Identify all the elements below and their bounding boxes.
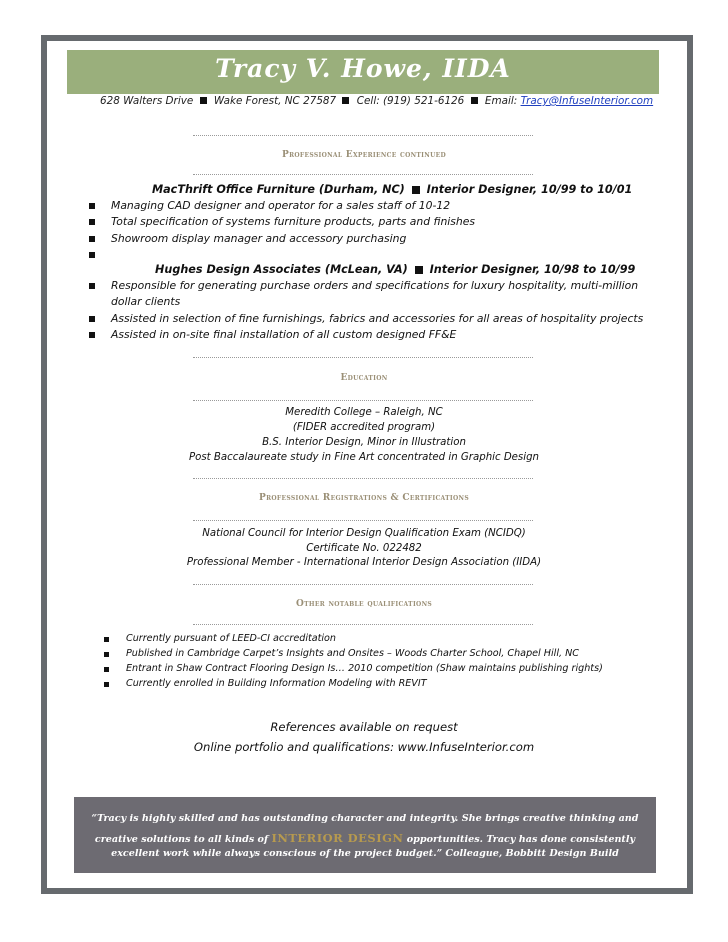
square-bullet-icon	[89, 332, 95, 338]
square-bullet-icon	[89, 316, 95, 322]
registration-line: National Council for Interior Design Qualification Exam (NCIDQ)	[202, 528, 526, 539]
email-label: Email:	[484, 95, 518, 107]
role: Interior Designer, 10/99 to 10/01	[426, 183, 633, 196]
contact-line	[100, 95, 660, 107]
job-title-line	[152, 183, 632, 196]
education-line: B.S. Interior Design, Minor in Illustration	[262, 437, 466, 448]
name-banner	[67, 50, 659, 94]
list-item: Total specification of systems furniture products, parts and finishes	[89, 214, 649, 230]
square-bullet-icon	[104, 667, 109, 672]
registration-line: Professional Member - International Interior Design Association (IIDA)	[186, 557, 542, 568]
list-item: Assisted in on-site final installation of all custom designed FF&E	[89, 327, 649, 343]
experience-heading: Professional Experience continued	[282, 150, 446, 160]
testimonial-line: creative solutions to all kinds of INTERIOR DESIGN opportunities. Tracy has done consistently	[94, 831, 636, 845]
list-item: Entrant in Shaw Contract Flooring Design Is… 2010 competition (Shaw maintains publishing rights)	[104, 663, 664, 678]
job-title-line	[155, 263, 635, 276]
square-bullet-icon	[342, 97, 349, 104]
square-bullet-icon	[89, 283, 95, 289]
list-item: Showroom display manager and accessory purchasing	[89, 231, 649, 247]
qualifications-heading: Other notable qualifications	[295, 599, 432, 609]
address: 628 Walters Drive	[100, 95, 194, 107]
square-bullet-icon	[89, 236, 95, 242]
square-bullet-icon	[89, 252, 95, 258]
education-heading: Education	[340, 373, 388, 383]
references-note: References available on request	[270, 720, 458, 734]
testimonial-line: excellent work while always conscious of the project budget.” Colleague, Bobbitt Design Build	[111, 848, 619, 859]
divider	[193, 357, 533, 358]
divider	[193, 584, 533, 585]
education-line: (FIDER accredited program)	[292, 422, 436, 433]
education-line: Meredith College – Raleigh, NC	[285, 407, 443, 418]
divider	[193, 400, 533, 401]
email-link[interactable]: Tracy@InfuseInterior.com	[520, 95, 654, 107]
list-item: Assisted in selection of fine furnishings, fabrics and accessories for all areas of hospitality projects	[89, 311, 649, 327]
employer: Hughes Design Associates (McLean, VA)	[155, 263, 408, 276]
list-item: Currently enrolled in Building Information Modeling with REVIT	[104, 678, 664, 693]
registration-line: Certificate No. 022482	[306, 543, 422, 554]
square-bullet-icon	[89, 219, 95, 225]
registrations-heading: Professional Registrations & Certifications	[259, 493, 469, 503]
list-item: Currently pursuant of LEED-CI accreditation	[104, 633, 664, 648]
divider	[193, 478, 533, 479]
divider	[193, 624, 533, 625]
square-bullet-icon	[104, 637, 109, 642]
list-item: Responsible for generating purchase orders and specifications for luxury hospitality, multi-million dollar clients	[89, 278, 649, 310]
education-line: Post Baccalaureate study in Fine Art concentrated in Graphic Design	[188, 452, 539, 463]
portfolio-note: Online portfolio and qualifications: www.InfuseInterior.com	[193, 740, 535, 754]
employer: MacThrift Office Furniture (Durham, NC)	[152, 183, 405, 196]
square-bullet-icon	[104, 652, 109, 657]
divider	[193, 174, 533, 175]
square-bullet-icon	[471, 97, 478, 104]
divider	[193, 520, 533, 521]
list-item: Published in Cambridge Carpet’s Insights and Onsites – Woods Charter School, Chapel Hill, NC	[104, 648, 664, 663]
square-bullet-icon	[412, 186, 420, 194]
square-bullet-icon	[89, 203, 95, 209]
divider	[193, 135, 533, 136]
city: Wake Forest, NC 27587	[213, 95, 337, 107]
testimonial-line: “Tracy is highly skilled and has outstanding character and integrity. She brings creative thinking and	[91, 813, 639, 824]
interior-design-highlight: INTERIOR DESIGN	[271, 831, 404, 845]
list-item	[89, 247, 649, 263]
cell-phone: Cell: (919) 521-6126	[356, 95, 465, 107]
list-item: Managing CAD designer and operator for a sales staff of 10-12	[89, 198, 649, 214]
square-bullet-icon	[104, 682, 109, 687]
resume-name: Tracy V. Howe, IIDA	[215, 54, 511, 83]
square-bullet-icon	[415, 266, 423, 274]
role: Interior Designer, 10/98 to 10/99	[429, 263, 636, 276]
testimonial-box	[74, 797, 656, 873]
square-bullet-icon	[200, 97, 207, 104]
page-frame	[41, 35, 693, 894]
